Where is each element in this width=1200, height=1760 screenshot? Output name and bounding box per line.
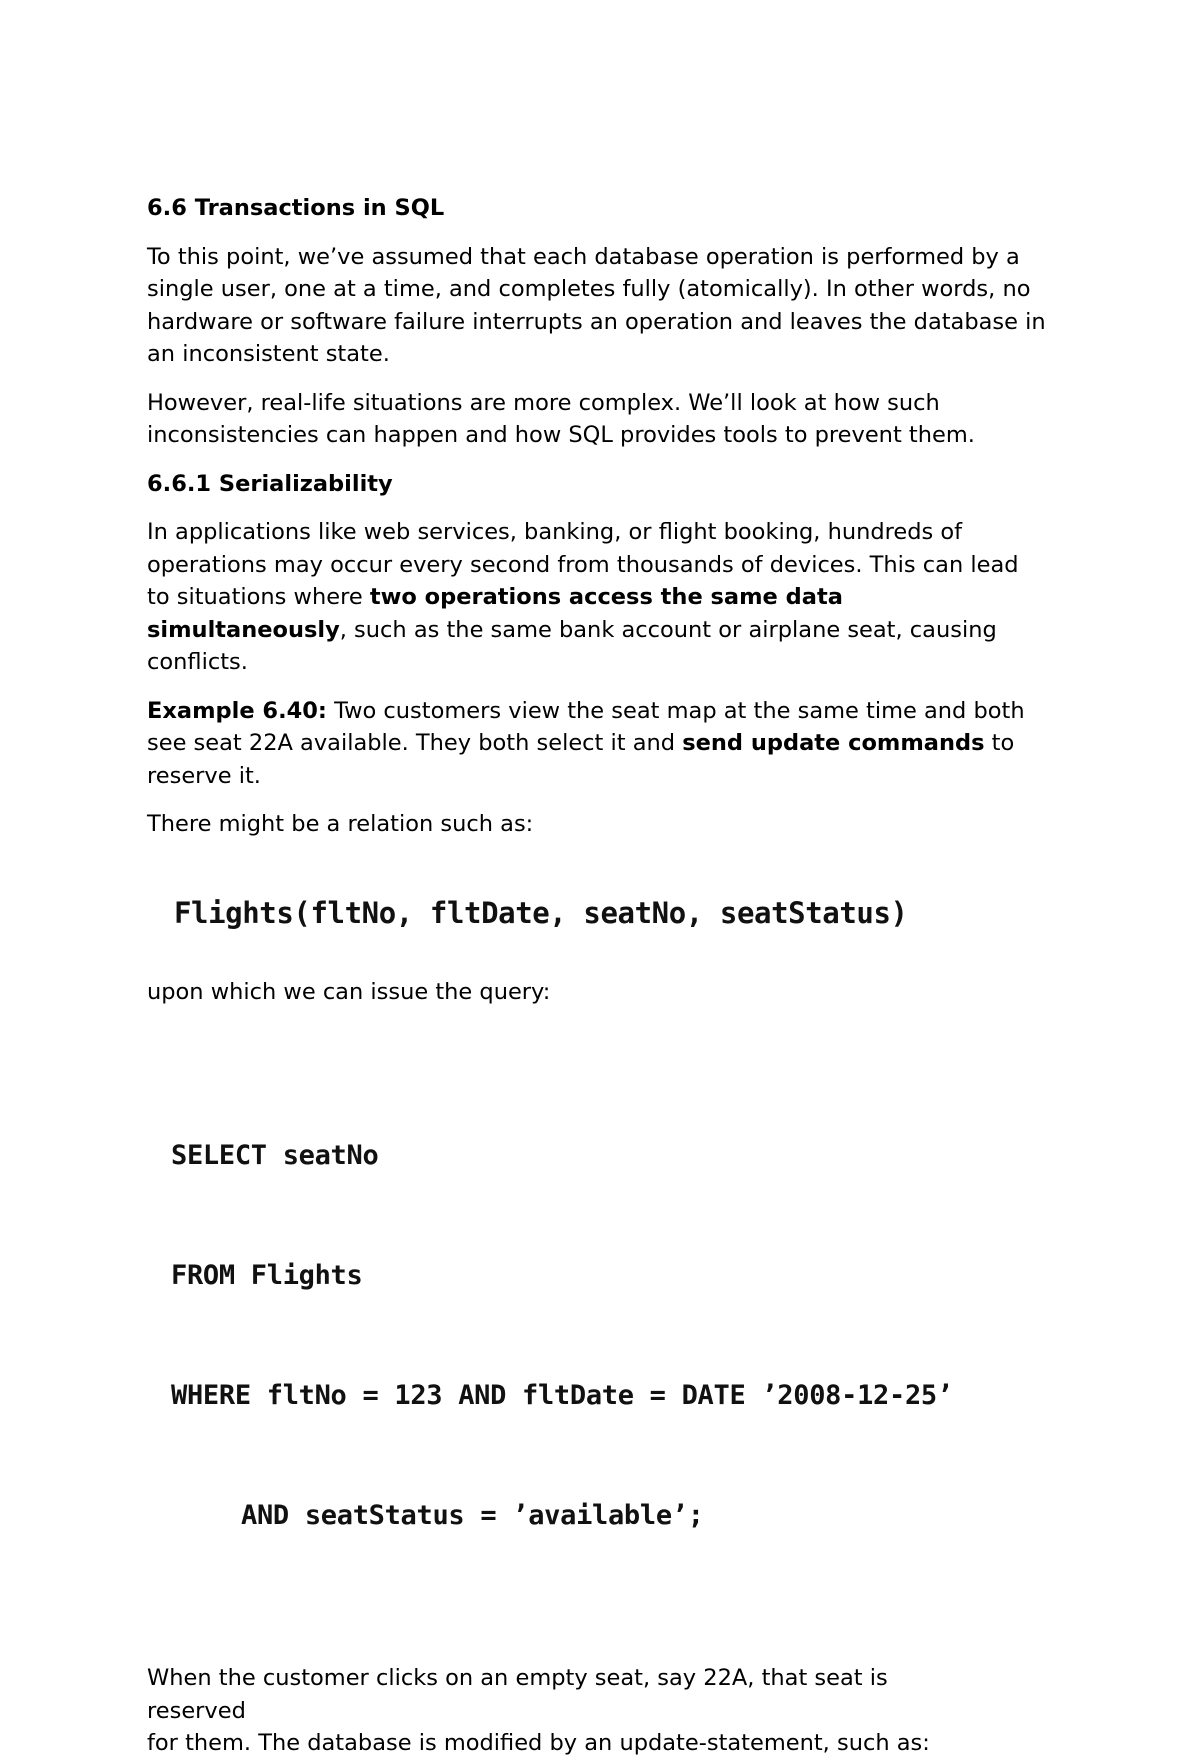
relation-schema-code: Flights(fltNo, fltDate, seatNo, seatStatus) [174, 895, 908, 930]
sql-query-line: FROM Flights [171, 1260, 363, 1291]
serializability-text-end: , such as the same bank account or airplane seat, causing conflicts. [147, 616, 997, 675]
subsection-heading: 6.6.1 Serializability [147, 470, 393, 497]
sql-query-code [171, 1056, 1067, 1616]
serializability-paragraph [147, 516, 1027, 679]
closing-line: for them. The database is modified by an update-statement, such as: [147, 1730, 930, 1756]
example-label: Example 6.40: [147, 697, 327, 724]
sql-query-line: AND seatStatus = ’available’; [241, 1500, 704, 1531]
example-text-start: Two customers view the seat map at the same time and both see seat 22A available. They both select it and [147, 697, 1025, 756]
intro-paragraph: To this point, we’ve assumed that each database operation is performed by a single user, one at a time, and completes fully (atomically). In other words, no hardware or software failure interrupts an operation and leaves the database in an inconsistent state. [147, 243, 1046, 367]
query-intro: upon which we can issue the query: [147, 978, 551, 1005]
relation-intro: There might be a relation such as: [147, 811, 534, 837]
sql-query-line: WHERE fltNo = 123 AND fltDate = DATE ’2008-12-25’ [171, 1380, 953, 1411]
example-paragraph [147, 695, 1047, 793]
document-page [147, 192, 1067, 1760]
section-heading: 6.6 Transactions in SQL [147, 195, 445, 221]
serializability-emphasis: two operations access the same data simultaneously [147, 584, 843, 643]
complexity-paragraph: However, real-life situations are more complex. We’ll look at how such inconsistencies can happen and how SQL provides tools to prevent them. [147, 389, 975, 448]
serializability-text-start: In applications like web services, banking, or flight booking, hundreds of operations may occur every second from thousands of devices. This can lead to situations where [147, 519, 1019, 610]
example-emphasis: send update commands [682, 730, 985, 756]
closing-line: When the customer clicks on an empty seat, say 22A, that seat is [147, 1665, 888, 1691]
closing-line: reserved [147, 1697, 246, 1724]
closing-paragraph [147, 1662, 1067, 1760]
example-text-end: to reserve it. [147, 730, 1015, 789]
sql-query-line: SELECT seatNo [171, 1140, 379, 1171]
